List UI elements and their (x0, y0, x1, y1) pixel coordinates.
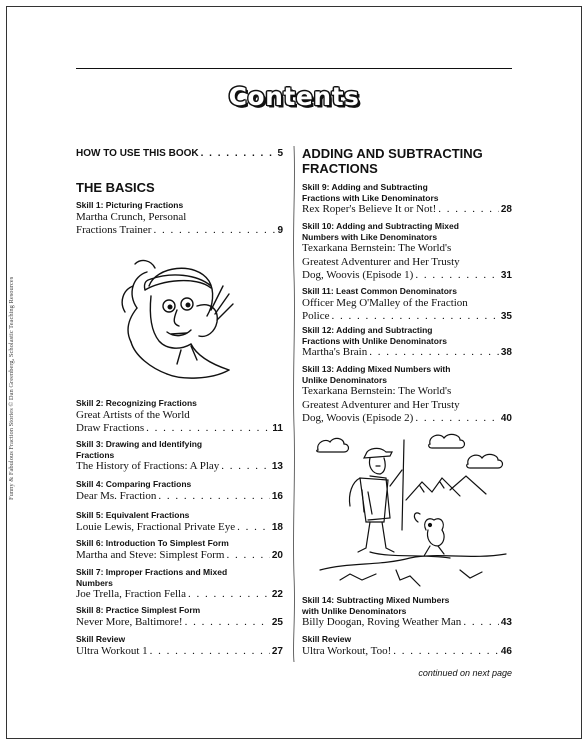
page-number: 5 (277, 148, 283, 159)
page-number: 22 (271, 589, 283, 600)
skill-label: Skill 10: Adding and Subtracting Mixed (302, 221, 459, 231)
story-title: Greatest Adventurer and Her Trusty (302, 255, 460, 268)
page-number: 18 (271, 521, 283, 533)
story-title: Ultra Workout, Too! (302, 644, 392, 657)
continued-note: continued on next page (418, 668, 512, 678)
skill-label: Skill 1: Picturing Fractions (76, 200, 184, 210)
toc-entry[interactable] (76, 479, 283, 503)
page-number: 27 (271, 645, 283, 657)
toc-entry[interactable] (302, 221, 512, 283)
story-title: Never More, Baltimore! (76, 615, 183, 628)
page-number: 9 (277, 225, 283, 236)
toc-entry[interactable] (76, 439, 283, 474)
toc-entry[interactable] (76, 538, 283, 562)
dot-leader (158, 490, 270, 504)
story-title: Billy Doogan, Roving Weather Man (302, 616, 462, 628)
page-number: 16 (271, 490, 283, 502)
skill-label: Fractions (76, 449, 115, 460)
skill-label: Skill 7: Improper Fractions and Mixed (76, 567, 228, 577)
story-title: Fractions Trainer (76, 224, 152, 236)
section-heading (302, 146, 512, 176)
skill-label: Skill 3: Drawing and Identifying (76, 439, 203, 449)
skill-label: Skill Review (76, 634, 126, 644)
skill-label: Skill 11: Least Common Denominators (302, 286, 457, 296)
page-number: 38 (500, 347, 512, 358)
page-number: 43 (500, 617, 512, 628)
story-title: Ultra Workout 1 (76, 644, 148, 657)
dot-leader (332, 310, 499, 324)
skill-label: Skill 2: Recognizing Fractions (76, 398, 197, 408)
story-title: Texarkana Bernstein: The World's (302, 242, 452, 254)
section-heading-line: ADDING AND SUBTRACTING (302, 146, 483, 161)
toc-entry[interactable] (302, 286, 512, 324)
section-heading: THE BASICS (76, 180, 155, 195)
skill-label: Unlike Denominators (302, 374, 388, 385)
dot-leader (146, 422, 270, 436)
toc-entry[interactable] (302, 595, 512, 630)
toc-entry[interactable] (76, 510, 283, 534)
page-number: 35 (500, 311, 512, 322)
story-title: Dog, Woovis (Episode 1) (302, 269, 414, 281)
skill-label: Skill 5: Equivalent Fractions (76, 510, 190, 520)
toc-entry[interactable] (302, 634, 512, 658)
story-title: Louie Lewis, Fractional Private Eye (76, 520, 236, 533)
side-credit-text: Funny & Fabulous Fraction Stories © Dan Greenberg, Scholastic Teaching Resources (8, 276, 15, 500)
story-title: Martha's Brain (302, 346, 368, 358)
page-number: 31 (500, 270, 512, 281)
toc-entry[interactable] (302, 325, 512, 360)
page-number: 25 (271, 616, 283, 628)
skill-label: Skill 6: Introduction To Simplest Form (76, 538, 229, 548)
dot-leader (369, 346, 499, 360)
story-title: Greatest Adventurer and Her Trusty (302, 398, 460, 411)
toc-entry[interactable] (76, 634, 283, 658)
section-heading-line: FRACTIONS (302, 161, 378, 176)
dot-leader (393, 645, 499, 659)
story-title: Draw Fractions (76, 422, 145, 434)
top-rule (76, 68, 512, 69)
story-title: Police (302, 310, 330, 322)
martha-crunch-illustration (111, 246, 261, 396)
toc-entry[interactable] (302, 364, 512, 426)
page-number: 13 (271, 461, 283, 472)
story-title: Great Artists of the World (76, 408, 190, 421)
toc-entry[interactable] (302, 182, 512, 217)
adventurer-dog-illustration (310, 430, 510, 590)
skill-label: Skill 12: Adding and Subtracting (302, 325, 433, 335)
story-title: Rex Roper's Believe It or Not! (302, 203, 437, 215)
story-title: The History of Fractions: A Play (76, 460, 220, 472)
dot-leader (188, 588, 270, 602)
page-number: 20 (271, 549, 283, 561)
story-title: Dear Ms. Fraction (76, 489, 157, 502)
dot-leader (201, 148, 276, 159)
page-number: 40 (500, 413, 512, 424)
skill-label: Skill 8: Practice Simplest Form (76, 605, 201, 615)
toc-entry[interactable] (76, 200, 283, 238)
dot-leader (226, 549, 269, 563)
dot-leader (415, 412, 499, 426)
story-title: Joe Trella, Fraction Fella (76, 588, 186, 600)
story-title: Martha Crunch, Personal (76, 210, 187, 223)
skill-label: Fractions with Unlike Denominators (302, 335, 447, 346)
skill-label: Numbers (76, 577, 113, 588)
toc-entry[interactable] (76, 567, 283, 602)
story-title: Texarkana Bernstein: The World's (302, 385, 452, 397)
skill-label: Skill 4: Comparing Fractions (76, 479, 192, 489)
page-number: 46 (500, 645, 512, 657)
dot-leader (415, 269, 499, 283)
page-number: 11 (272, 423, 283, 434)
story-title: Dog, Woovis (Episode 2) (302, 412, 414, 424)
page-title: Contents (228, 82, 360, 111)
story-title: Officer Meg O'Malley of the Fraction (302, 296, 468, 309)
skill-label: Skill 13: Adding Mixed Numbers with (302, 364, 451, 374)
story-title: Martha and Steve: Simplest Form (76, 548, 225, 561)
dot-leader (185, 616, 270, 630)
skill-label: with Unlike Denominators (302, 605, 407, 616)
dot-leader (237, 521, 270, 535)
dot-leader (153, 224, 275, 238)
column-divider (291, 146, 297, 662)
dot-leader (438, 203, 499, 217)
page-number: 28 (500, 204, 512, 215)
skill-label: Skill Review (302, 634, 352, 644)
skill-label: Skill 14: Subtracting Mixed Numbers (302, 595, 450, 605)
dot-leader (221, 460, 270, 474)
dot-leader (463, 616, 499, 630)
dot-leader (150, 645, 270, 659)
toc-howto[interactable] (76, 148, 283, 159)
toc-entry[interactable] (76, 605, 283, 629)
skill-label: Numbers with Like Denominators (302, 231, 438, 242)
howto-label: HOW TO USE THIS BOOK (76, 148, 199, 159)
skill-label: Skill 9: Adding and Subtracting (302, 182, 428, 192)
toc-entry[interactable] (76, 398, 283, 436)
skill-label: Fractions with Like Denominators (302, 192, 439, 203)
